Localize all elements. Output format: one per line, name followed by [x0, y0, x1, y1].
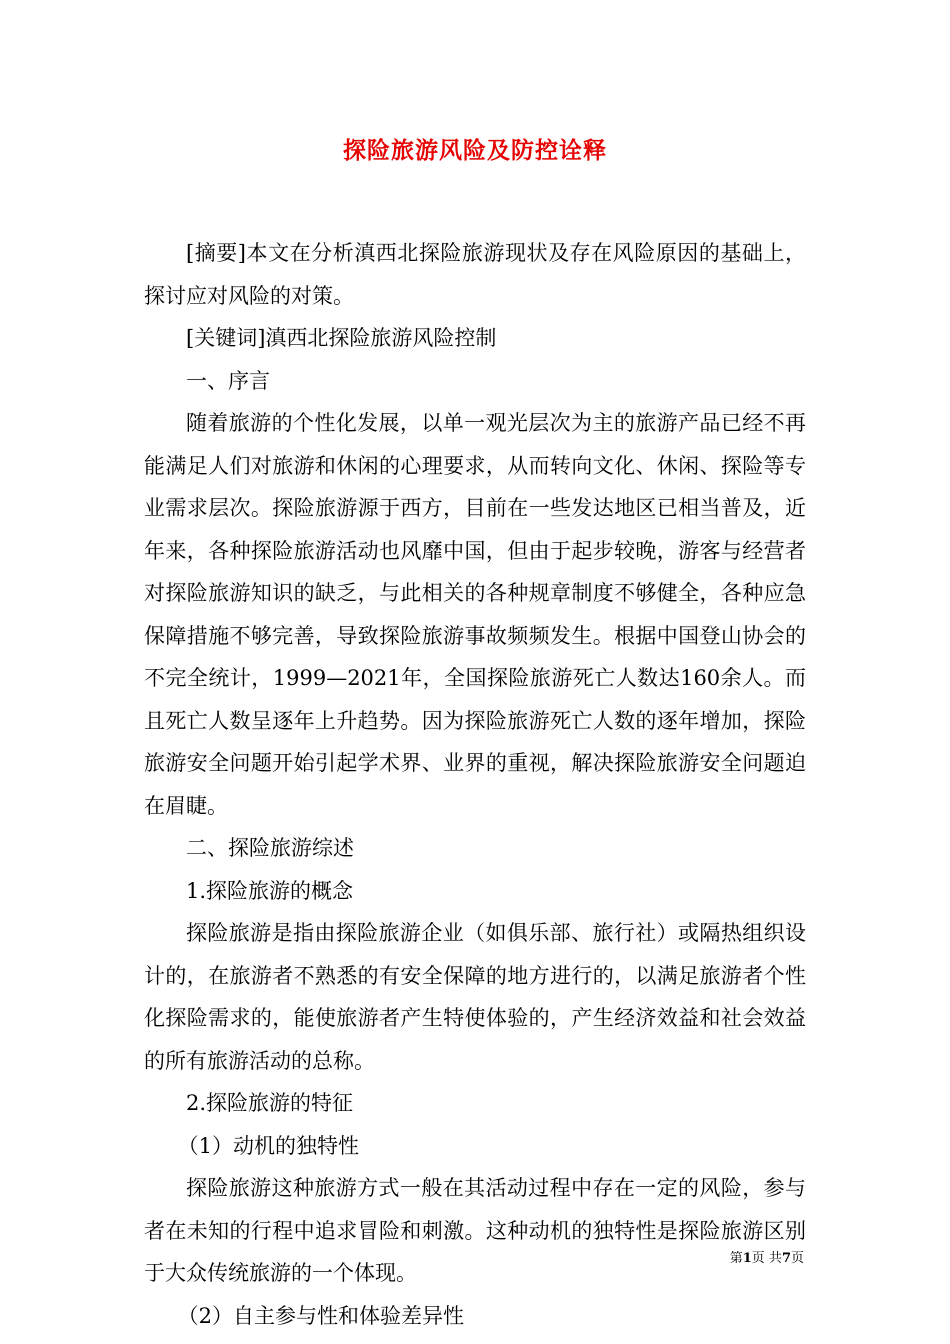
- document-body: [144, 232, 806, 1337]
- abstract-paragraph: [摘要]本文在分析滇西北探险旅游现状及存在风险原因的基础上，探讨应对风险的对策。: [144, 241, 806, 308]
- keywords-paragraph: [关键词]滇西北探险旅游风险控制: [186, 326, 497, 350]
- footer-total-pages: 7: [781, 1251, 791, 1266]
- subheading-features: 2.探险旅游的特征: [186, 1091, 354, 1115]
- footer-middle: 页 共: [751, 1251, 782, 1266]
- section-heading-introduction: 一、序言: [186, 368, 270, 393]
- concept-paragraph: 探险旅游是指由探险旅游企业（如俱乐部、旅行社）或隔热组织设计的，在旅游者不熟悉的有安全保障的地方进行的，以满足旅游者个性化探险需求的，能使旅游者产生特使体验的，产生经济效益和社会效益的所有旅游活动的总称。: [144, 921, 806, 1073]
- motivation-paragraph: 探险旅游这种旅游方式一般在其活动过程中存在一定的风险，参与者在未知的行程中追求冒险和刺激。这种动机的独特性是探险旅游区别于大众传统旅游的一个体现。: [144, 1176, 806, 1285]
- footer-current-page: 1: [742, 1251, 752, 1266]
- subheading-concept: 1.探险旅游的概念: [186, 878, 354, 903]
- feature-heading-motivation: （1）动机的独特性: [177, 1133, 359, 1158]
- page-footer: [730, 1247, 804, 1266]
- introduction-paragraph: 随着旅游的个性化发展，以单一观光层次为主的旅游产品已经不再能满足人们对旅游和休闲的心理要求，从而转向文化、休闲、探险等专业需求层次。探险旅游源于西方，目前在一些发达地区已相当普及，近年来，各种探险旅游活动也风靡中国，但由于起步较晚，游客与经营者对探险旅游知识的缺乏，与此相关的各种规章制度不够健全，各种应急保障措施不够完善，导致探险旅游事故频频发生。根据中国登山协会的不完全统计，1999—2021年，全国探险旅游死亡人数达160余人。而且死亡人数呈逐年上升趋势。因为探险旅游死亡人数的逐年增加，探险旅游安全问题开始引起学术界、业界的重视，解决探险旅游安全问题迫在眉睫。: [144, 411, 806, 818]
- footer-prefix: 第: [729, 1251, 743, 1266]
- document-title: 探险旅游风险及防控诠释: [343, 137, 607, 164]
- section-heading-overview: 二、探险旅游综述: [186, 836, 354, 860]
- feature-heading-participation: （2）自主参与性和体验差异性: [177, 1303, 464, 1328]
- footer-suffix: 页: [790, 1251, 804, 1266]
